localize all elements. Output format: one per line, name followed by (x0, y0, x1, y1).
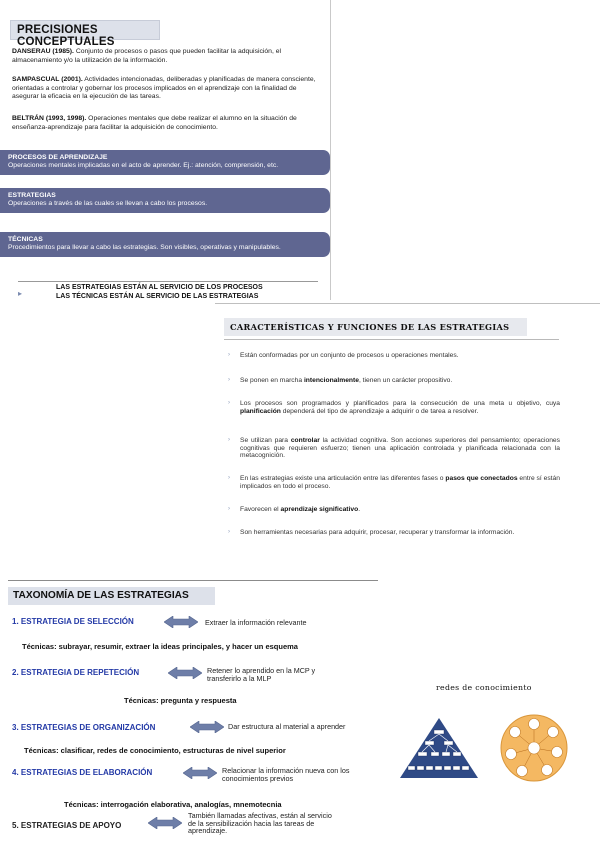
desc-elaboracion: Relacionar la información nueva con los conocimientos previos (222, 766, 350, 784)
double-arrow-icon (168, 667, 202, 679)
double-arrow-icon (183, 767, 217, 779)
desc-apoyo: También llamadas afectivas, están al servicio de la sensibilización hacia las tareas de aprendizaje. (188, 811, 332, 836)
desc-seleccion: Extraer la información relevante (205, 618, 307, 627)
bullet-icon: › (228, 377, 230, 383)
slide2-title: CARACTERÍSTICAS Y FUNCIONES DE LAS ESTRATEGIAS (224, 318, 527, 336)
strategy-elaboracion: 4. ESTRATEGIAS DE ELABORACIÓN (12, 768, 153, 777)
strategy-organizacion: 3. ESTRATEGIAS DE ORGANIZACIÓN (12, 723, 156, 732)
strategy-apoyo: 5. ESTRATEGIAS DE APOYO (12, 821, 122, 830)
tecnicas-elaboracion: Técnicas: interrogación elaborativa, analogías, mnemotecnia (64, 800, 282, 809)
feature-bullet: › Los procesos son programados y planificados para la consecución de una meta u objetivo, cuya planificación dependerá del tipo de aprendizaje a adquirir o de tarea a resolver. (228, 400, 560, 415)
divider (330, 0, 331, 300)
feature-bullet: › Son herramientas necesarias para adquirir, procesar, recuperar y transformar la información. (228, 529, 515, 536)
pyramid-network-icon (398, 716, 480, 780)
slide3-top-rule (8, 580, 378, 581)
bullet-icon: › (228, 400, 230, 406)
maxim-1: LAS ESTRATEGIAS ESTÁN AL SERVICIO DE LOS PROCESOS (56, 284, 263, 291)
feature-bullet: › Están conformadas por un conjunto de procesos u operaciones mentales. (228, 352, 459, 359)
tecnicas-organizacion: Técnicas: clasificar, redes de conocimiento, estructuras de nivel superior (24, 746, 286, 755)
double-arrow-icon (148, 817, 182, 829)
slide2-top-rule (215, 303, 600, 304)
bullet-icon: › (228, 475, 230, 481)
slide1-title: PRECISIONES CONCEPTUALES (10, 20, 160, 40)
circular-network-icon (500, 714, 568, 782)
bullet-icon: › (228, 506, 230, 512)
maxims (56, 283, 263, 301)
strategy-repeticion: 2. ESTRATEGIA DE REPETECIÓN (12, 668, 140, 677)
definition-danserau: DANSERAU (1985). Conjunto de procesos o pasos que pueden facilitar la adquisición, el almacenamiento y/o la utilización de la información. (12, 48, 282, 64)
feature-bullet: › En las estrategias existe una articulación entre las diferentes fases o pasos que conectados entre sí están implicados en todo el proceso. (228, 475, 560, 490)
double-arrow-icon (164, 616, 198, 628)
band-tecnicas: TÉCNICAS Procedimientos para llevar a cabo las estrategias. Son visibles, operativas y manipulables. (0, 232, 330, 257)
definition-sampascual: SAMPASCUAL (2001). Actividades intencionadas, deliberadas y planificadas de manera consciente, orientadas a controlar y gobernar los procesos implicados en el aprendizaje con la finalidad de asegurar la eficacia en la ejecución de las tareas. (12, 76, 316, 101)
desc-organizacion: Dar estructura al material a aprender (228, 722, 346, 731)
bullet-icon: › (228, 352, 230, 358)
strategy-seleccion: 1. ESTRATEGIA DE SELECCIÓN (12, 617, 134, 626)
slide2-separator (224, 339, 559, 340)
footer-rule (18, 281, 318, 282)
redes-label: redes de conocimiento (436, 683, 532, 692)
triangle-bullet-icon: ▸ (18, 289, 23, 298)
feature-bullet: › Se ponen en marcha intencionalmente, tienen un carácter propositivo. (228, 377, 453, 384)
desc-repeticion: Retener lo aprendido en la MCP y transferirlo a la MLP (207, 666, 316, 684)
maxim-2: LAS TÉCNICAS ESTÁN AL SERVICIO DE LAS ESTRATEGIAS (56, 293, 259, 300)
feature-bullet: › Se utilizan para controlar la actividad cognitiva. Son acciones superiores del pensamiento; operaciones cognitivas que requieren esfuerzo; tienen una aplicación controlada y planificada relacionada con la metacognición. (228, 437, 560, 459)
tecnicas-seleccion: Técnicas: subrayar, resumir, extraer la ideas principales, y hacer un esquema (22, 642, 298, 651)
definition-beltran: BELTRÁN (1993, 1998). Operaciones mentales que debe realizar el alumno en la situación de enseñanza-aprendizaje para facilitar la adquisición de conocimiento. (12, 115, 297, 131)
bullet-icon: › (228, 437, 230, 443)
bullet-icon: › (228, 529, 230, 535)
double-arrow-icon (190, 721, 224, 733)
band-estrategias: ESTRATEGIAS Operaciones a través de las cuales se llevan a cabo los procesos. (0, 188, 330, 213)
feature-bullet: › Favorecen el aprendizaje significativo. (228, 506, 361, 513)
tecnicas-repeticion: Técnicas: pregunta y respuesta (124, 696, 237, 705)
slide3-title: TAXONOMÍA DE LAS ESTRATEGIAS (8, 587, 215, 605)
band-procesos: PROCESOS DE APRENDIZAJE Operaciones mentales implicadas en el acto de aprender. Ej.: atención, comprensión, etc. (0, 150, 330, 175)
